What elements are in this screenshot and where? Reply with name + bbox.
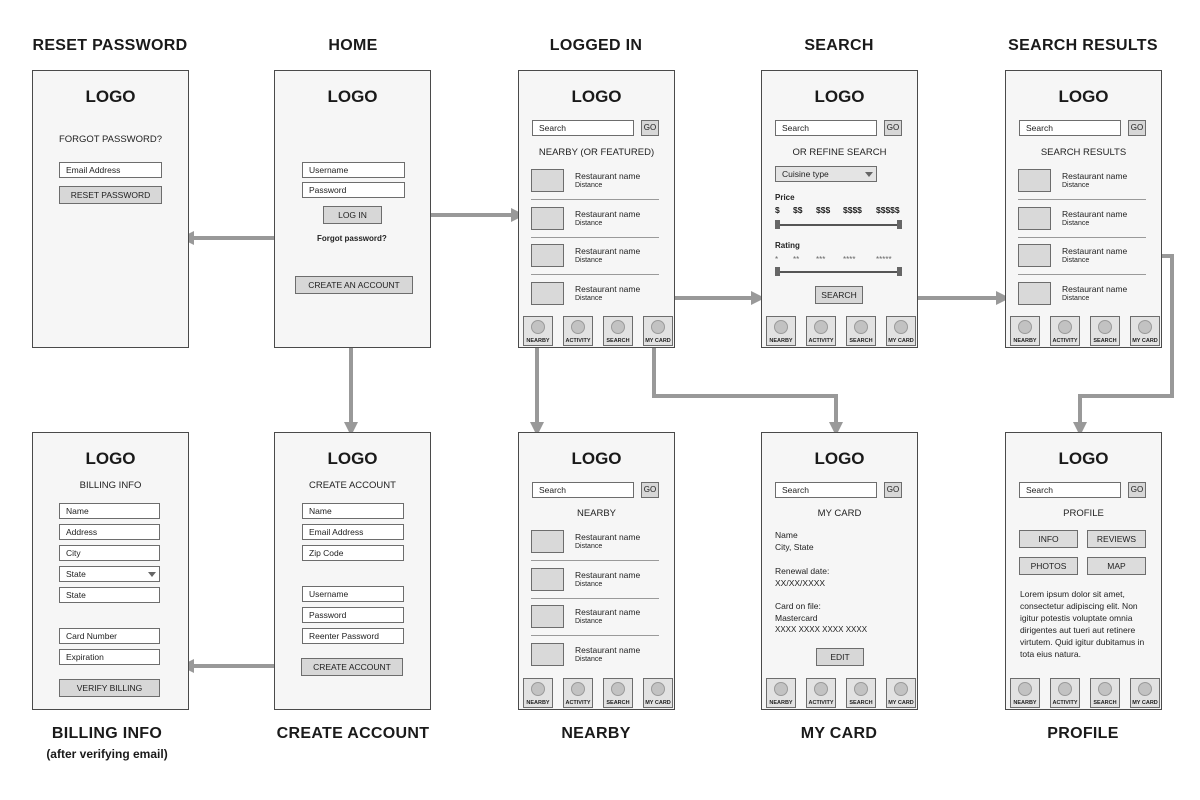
- password-field[interactable]: Password: [302, 182, 405, 198]
- restaurant-distance: Distance: [575, 182, 603, 189]
- list-item[interactable]: [1006, 242, 1161, 272]
- tab-label: MY CARD: [888, 338, 914, 344]
- tab-circle-icon: [854, 682, 868, 696]
- tab-nearby[interactable]: [766, 316, 796, 346]
- tab-activity[interactable]: [1050, 316, 1080, 346]
- title-my-card: MY CARD: [800, 725, 878, 742]
- card-number: XXXX XXXX XXXX XXXX: [775, 625, 868, 634]
- name-field[interactable]: Name: [59, 503, 160, 519]
- divider: [531, 237, 659, 238]
- tab-nearby[interactable]: [766, 678, 796, 708]
- rating-label: Rating: [775, 241, 800, 250]
- tab-my-card[interactable]: [1130, 678, 1160, 708]
- price-label: Price: [775, 193, 795, 202]
- tab-my-card[interactable]: [643, 678, 673, 708]
- heading-search-results: SEARCH RESULTS: [1040, 147, 1127, 158]
- tab-circle-icon: [774, 320, 788, 334]
- list-item[interactable]: [519, 167, 674, 197]
- logo: LOGO: [327, 449, 378, 468]
- tab-label: NEARBY: [769, 700, 793, 706]
- restaurant-name: Restaurant name: [575, 644, 641, 655]
- search-input[interactable]: Search: [1019, 120, 1121, 136]
- restaurant-distance: Distance: [575, 580, 603, 588]
- list-item[interactable]: [519, 280, 674, 310]
- restaurant-distance: Distance: [1062, 182, 1090, 189]
- restaurant-thumbnail: [531, 207, 564, 230]
- tab-label: ACTIVITY: [808, 700, 834, 706]
- tab-search[interactable]: [846, 678, 876, 708]
- tab-label: MY CARD: [1132, 700, 1158, 706]
- search-input[interactable]: Search: [532, 482, 634, 498]
- restaurant-distance: Distance: [1062, 257, 1090, 264]
- restaurant-distance: Distance: [575, 294, 603, 302]
- search-button[interactable]: SEARCH: [815, 286, 863, 304]
- title-logged-in: LOGGED IN: [549, 37, 643, 54]
- search-input[interactable]: Search: [1019, 482, 1121, 498]
- verify-billing-button[interactable]: VERIFY BILLING: [59, 679, 160, 697]
- login-button[interactable]: LOG IN: [323, 206, 382, 224]
- tab-circle-icon: [1138, 320, 1152, 334]
- rating-level: *: [775, 255, 779, 264]
- logo: LOGO: [1058, 87, 1109, 106]
- title-billing-info: BILLING INFO: [51, 725, 163, 742]
- tab-nearby[interactable]: [523, 678, 553, 708]
- restaurant-distance: Distance: [575, 543, 603, 550]
- address-field[interactable]: Address: [59, 524, 160, 540]
- tab-circle-icon: [774, 682, 788, 696]
- edit-button[interactable]: EDIT: [816, 648, 864, 666]
- username-field[interactable]: Username: [302, 586, 404, 602]
- password-field[interactable]: Password: [302, 607, 404, 623]
- search-input[interactable]: Search: [775, 120, 877, 136]
- heading-refine-search: OR REFINE SEARCH: [792, 147, 887, 158]
- tab-activity[interactable]: [563, 678, 593, 708]
- logo: LOGO: [814, 87, 865, 106]
- tab-circle-icon: [1018, 320, 1032, 334]
- state-field[interactable]: State: [59, 587, 160, 603]
- photos-button[interactable]: PHOTOS: [1019, 557, 1078, 575]
- price-slider-track[interactable]: [777, 224, 901, 226]
- chevron-down-icon: [148, 572, 156, 577]
- restaurant-name: Restaurant name: [1062, 246, 1128, 256]
- search-input[interactable]: Search: [532, 120, 634, 136]
- title-nearby: NEARBY: [561, 725, 631, 742]
- price-slider-max[interactable]: [897, 220, 902, 229]
- rating-level: ***: [816, 255, 826, 264]
- heading-my-card: MY CARD: [817, 508, 862, 519]
- tab-label: ACTIVITY: [1052, 338, 1078, 344]
- go-button[interactable]: GO: [1128, 120, 1146, 136]
- restaurant-distance: Distance: [575, 655, 603, 663]
- restaurant-name: Restaurant name: [575, 283, 641, 294]
- email-field[interactable]: Email Address: [59, 162, 162, 178]
- list-item[interactable]: [519, 242, 674, 272]
- tab-label: SEARCH: [1093, 700, 1117, 706]
- restaurant-thumbnail: [1018, 282, 1051, 305]
- email-field[interactable]: Email Address: [302, 524, 404, 540]
- heading-profile: PROFILE: [1063, 508, 1104, 519]
- go-button[interactable]: GO: [641, 482, 659, 498]
- card-holder-name: Name: [775, 530, 798, 540]
- list-item[interactable]: [1006, 167, 1161, 197]
- restaurant-distance: Distance: [575, 257, 603, 264]
- restaurant-thumbnail: [531, 282, 564, 305]
- restaurant-thumbnail: [531, 605, 564, 628]
- logo: LOGO: [814, 449, 865, 468]
- screen-search-results: [1005, 70, 1162, 348]
- list-item[interactable]: [519, 528, 674, 558]
- heading-forgot-password: FORGOT PASSWORD?: [58, 134, 163, 145]
- tab-my-card[interactable]: [886, 678, 916, 708]
- price-level: $$$: [816, 205, 831, 215]
- logo: LOGO: [571, 449, 622, 468]
- title-home: HOME: [328, 37, 378, 54]
- divider: [1018, 199, 1146, 200]
- divider: [531, 598, 659, 599]
- logo: LOGO: [1058, 449, 1109, 468]
- price-level: $: [775, 205, 780, 215]
- create-account-button[interactable]: CREATE AN ACCOUNT: [295, 276, 413, 294]
- tab-activity[interactable]: [1050, 678, 1080, 708]
- rating-slider-min[interactable]: [775, 267, 780, 276]
- heading-create-account: CREATE ACCOUNT: [309, 480, 396, 491]
- price-level: $$: [793, 205, 803, 215]
- screen-nearby: [518, 432, 675, 710]
- reviews-button[interactable]: REVIEWS: [1087, 530, 1146, 548]
- chevron-down-icon: [865, 172, 873, 177]
- screen-logged-in: [518, 70, 675, 348]
- list-item[interactable]: [519, 205, 674, 235]
- tab-circle-icon: [1098, 682, 1112, 696]
- divider: [531, 635, 659, 636]
- restaurant-distance: Distance: [1062, 294, 1090, 302]
- title-search: SEARCH: [804, 37, 874, 54]
- logo: LOGO: [571, 87, 622, 106]
- tab-label: SEARCH: [1093, 338, 1117, 344]
- restaurant-name: Restaurant name: [575, 532, 641, 542]
- info-button[interactable]: INFO: [1019, 530, 1078, 548]
- tab-label: NEARBY: [1013, 700, 1037, 706]
- restaurant-thumbnail: [531, 643, 564, 666]
- zip-code-field[interactable]: Zip Code: [302, 545, 404, 561]
- tab-circle-icon: [651, 682, 665, 696]
- tab-label: SEARCH: [849, 338, 873, 344]
- map-button[interactable]: MAP: [1087, 557, 1146, 575]
- restaurant-name: Restaurant name: [575, 569, 641, 580]
- list-item[interactable]: [1006, 280, 1161, 310]
- title-create-account: CREATE ACCOUNT: [276, 725, 430, 742]
- restaurant-thumbnail: [531, 568, 564, 591]
- tab-label: NEARBY: [526, 338, 550, 344]
- tab-circle-icon: [571, 320, 585, 334]
- tab-label: MY CARD: [1132, 338, 1158, 344]
- title-search-results: SEARCH RESULTS: [1008, 37, 1158, 54]
- tab-label: ACTIVITY: [565, 338, 591, 344]
- username-field[interactable]: Username: [302, 162, 405, 178]
- card-number-field[interactable]: Card Number: [59, 628, 160, 644]
- rating-slider-track[interactable]: [777, 271, 901, 273]
- restaurant-thumbnail: [531, 530, 564, 553]
- tab-label: ACTIVITY: [1052, 700, 1078, 706]
- restaurant-thumbnail: [1018, 169, 1051, 192]
- divider: [1018, 274, 1146, 275]
- price-level: $$$$$: [876, 205, 900, 215]
- title-billing-note: (after verifying email): [46, 747, 168, 761]
- tab-circle-icon: [611, 682, 625, 696]
- tab-search[interactable]: [1090, 316, 1120, 346]
- list-item[interactable]: [1006, 205, 1161, 235]
- tab-search[interactable]: [1090, 678, 1120, 708]
- tab-nearby[interactable]: [523, 316, 553, 346]
- tab-label: ACTIVITY: [565, 700, 591, 706]
- restaurant-name: Restaurant name: [575, 246, 641, 256]
- tab-label: ACTIVITY: [808, 338, 834, 344]
- tab-circle-icon: [1138, 682, 1152, 696]
- screen-search: [761, 70, 918, 348]
- restaurant-name: Restaurant name: [575, 171, 641, 181]
- card-type: Mastercard: [775, 613, 818, 623]
- title-reset-password: RESET PASSWORD: [32, 37, 188, 54]
- price-slider-min[interactable]: [775, 220, 780, 229]
- title-profile: PROFILE: [1047, 725, 1119, 742]
- divider: [531, 274, 659, 275]
- restaurant-thumbnail: [531, 244, 564, 267]
- tab-circle-icon: [1018, 682, 1032, 696]
- forgot-password-link[interactable]: Forgot password?: [317, 234, 387, 243]
- go-button[interactable]: GO: [884, 482, 902, 498]
- heading-nearby: NEARBY: [576, 508, 617, 519]
- list-item[interactable]: [519, 603, 674, 633]
- tab-circle-icon: [814, 682, 828, 696]
- tab-circle-icon: [531, 320, 545, 334]
- go-button[interactable]: GO: [884, 120, 902, 136]
- tab-circle-icon: [1098, 320, 1112, 334]
- tab-label: SEARCH: [849, 700, 873, 706]
- rating-level: ****: [843, 255, 856, 264]
- tab-circle-icon: [651, 320, 665, 334]
- tab-activity[interactable]: [806, 316, 836, 346]
- divider: [531, 199, 659, 200]
- name-field[interactable]: Name: [302, 503, 404, 519]
- tab-label: SEARCH: [606, 700, 630, 706]
- tab-circle-icon: [854, 320, 868, 334]
- go-button[interactable]: GO: [641, 120, 659, 136]
- tab-circle-icon: [894, 320, 908, 334]
- tab-my-card[interactable]: [886, 316, 916, 346]
- card-on-file-label: Card on file:: [775, 601, 821, 611]
- reset-password-button[interactable]: RESET PASSWORD: [59, 186, 162, 204]
- search-input[interactable]: Search: [775, 482, 877, 498]
- screen-profile: [1005, 432, 1162, 710]
- create-account-button[interactable]: CREATE ACCOUNT: [301, 658, 403, 676]
- tab-activity[interactable]: [806, 678, 836, 708]
- renewal-value: XX/XX/XXXX: [775, 578, 826, 588]
- city-field[interactable]: City: [59, 545, 160, 561]
- state-select[interactable]: State: [59, 566, 160, 582]
- logo: LOGO: [85, 449, 136, 468]
- tab-circle-icon: [894, 682, 908, 696]
- list-item[interactable]: [519, 566, 674, 596]
- logo: LOGO: [327, 87, 378, 106]
- tab-label: SEARCH: [606, 338, 630, 344]
- restaurant-distance: Distance: [575, 219, 603, 227]
- list-item[interactable]: [519, 641, 674, 671]
- divider: [531, 560, 659, 561]
- heading-billing-info: BILLING INFO: [79, 480, 142, 491]
- restaurant-name: Restaurant name: [1062, 171, 1128, 181]
- tab-label: NEARBY: [769, 338, 793, 344]
- divider: [1018, 237, 1146, 238]
- restaurant-distance: Distance: [1062, 219, 1090, 227]
- tab-activity[interactable]: [563, 316, 593, 346]
- tab-my-card[interactable]: [1130, 316, 1160, 346]
- tab-search[interactable]: [846, 316, 876, 346]
- restaurant-name: Restaurant name: [575, 208, 641, 219]
- tab-label: MY CARD: [645, 338, 671, 344]
- screen-billing-info: [32, 432, 189, 710]
- restaurant-thumbnail: [1018, 244, 1051, 267]
- logo: LOGO: [85, 87, 136, 106]
- go-button[interactable]: GO: [1128, 482, 1146, 498]
- price-level: $$$$: [843, 205, 862, 215]
- tab-nearby[interactable]: [1010, 678, 1040, 708]
- restaurant-thumbnail: [1018, 207, 1051, 230]
- rating-level: **: [793, 255, 800, 264]
- tab-circle-icon: [571, 682, 585, 696]
- restaurant-name: Restaurant name: [1062, 208, 1128, 219]
- cuisine-select[interactable]: Cuisine type: [775, 166, 877, 182]
- tab-nearby[interactable]: [1010, 316, 1040, 346]
- tab-label: NEARBY: [526, 700, 550, 706]
- screen-my-card: [761, 432, 918, 710]
- heading-nearby-featured: NEARBY (OR FEATURED): [538, 147, 655, 158]
- expiration-field[interactable]: Expiration: [59, 649, 160, 665]
- card-holder-city: City, State: [775, 542, 814, 552]
- rating-slider-max[interactable]: [897, 267, 902, 276]
- tab-my-card[interactable]: [643, 316, 673, 346]
- tab-circle-icon: [531, 682, 545, 696]
- screen-create-account: [274, 432, 431, 710]
- tab-circle-icon: [1058, 320, 1072, 334]
- profile-description: Lorem ipsum dolor sit amet, consectetur adipiscing elit. Non igitur potestis voluptate omnia dirigentes aut tueri aut retinere virtutem. Quid igitur dubitamus in tota eius natura.: [1020, 589, 1145, 659]
- restaurant-thumbnail: [531, 169, 564, 192]
- tab-label: MY CARD: [645, 700, 671, 706]
- tab-search[interactable]: [603, 678, 633, 708]
- restaurant-name: Restaurant name: [1062, 283, 1128, 294]
- reenter-password-field[interactable]: Reenter Password: [302, 628, 404, 644]
- screen-reset-password: [32, 70, 189, 348]
- tab-circle-icon: [611, 320, 625, 334]
- restaurant-distance: Distance: [575, 618, 603, 625]
- tab-label: NEARBY: [1013, 338, 1037, 344]
- tab-search[interactable]: [603, 316, 633, 346]
- renewal-label: Renewal date:: [775, 566, 830, 576]
- tab-circle-icon: [1058, 682, 1072, 696]
- screen-home: [274, 70, 431, 348]
- restaurant-name: Restaurant name: [575, 607, 641, 617]
- rating-level: *****: [876, 255, 892, 264]
- tab-circle-icon: [814, 320, 828, 334]
- tab-label: MY CARD: [888, 700, 914, 706]
